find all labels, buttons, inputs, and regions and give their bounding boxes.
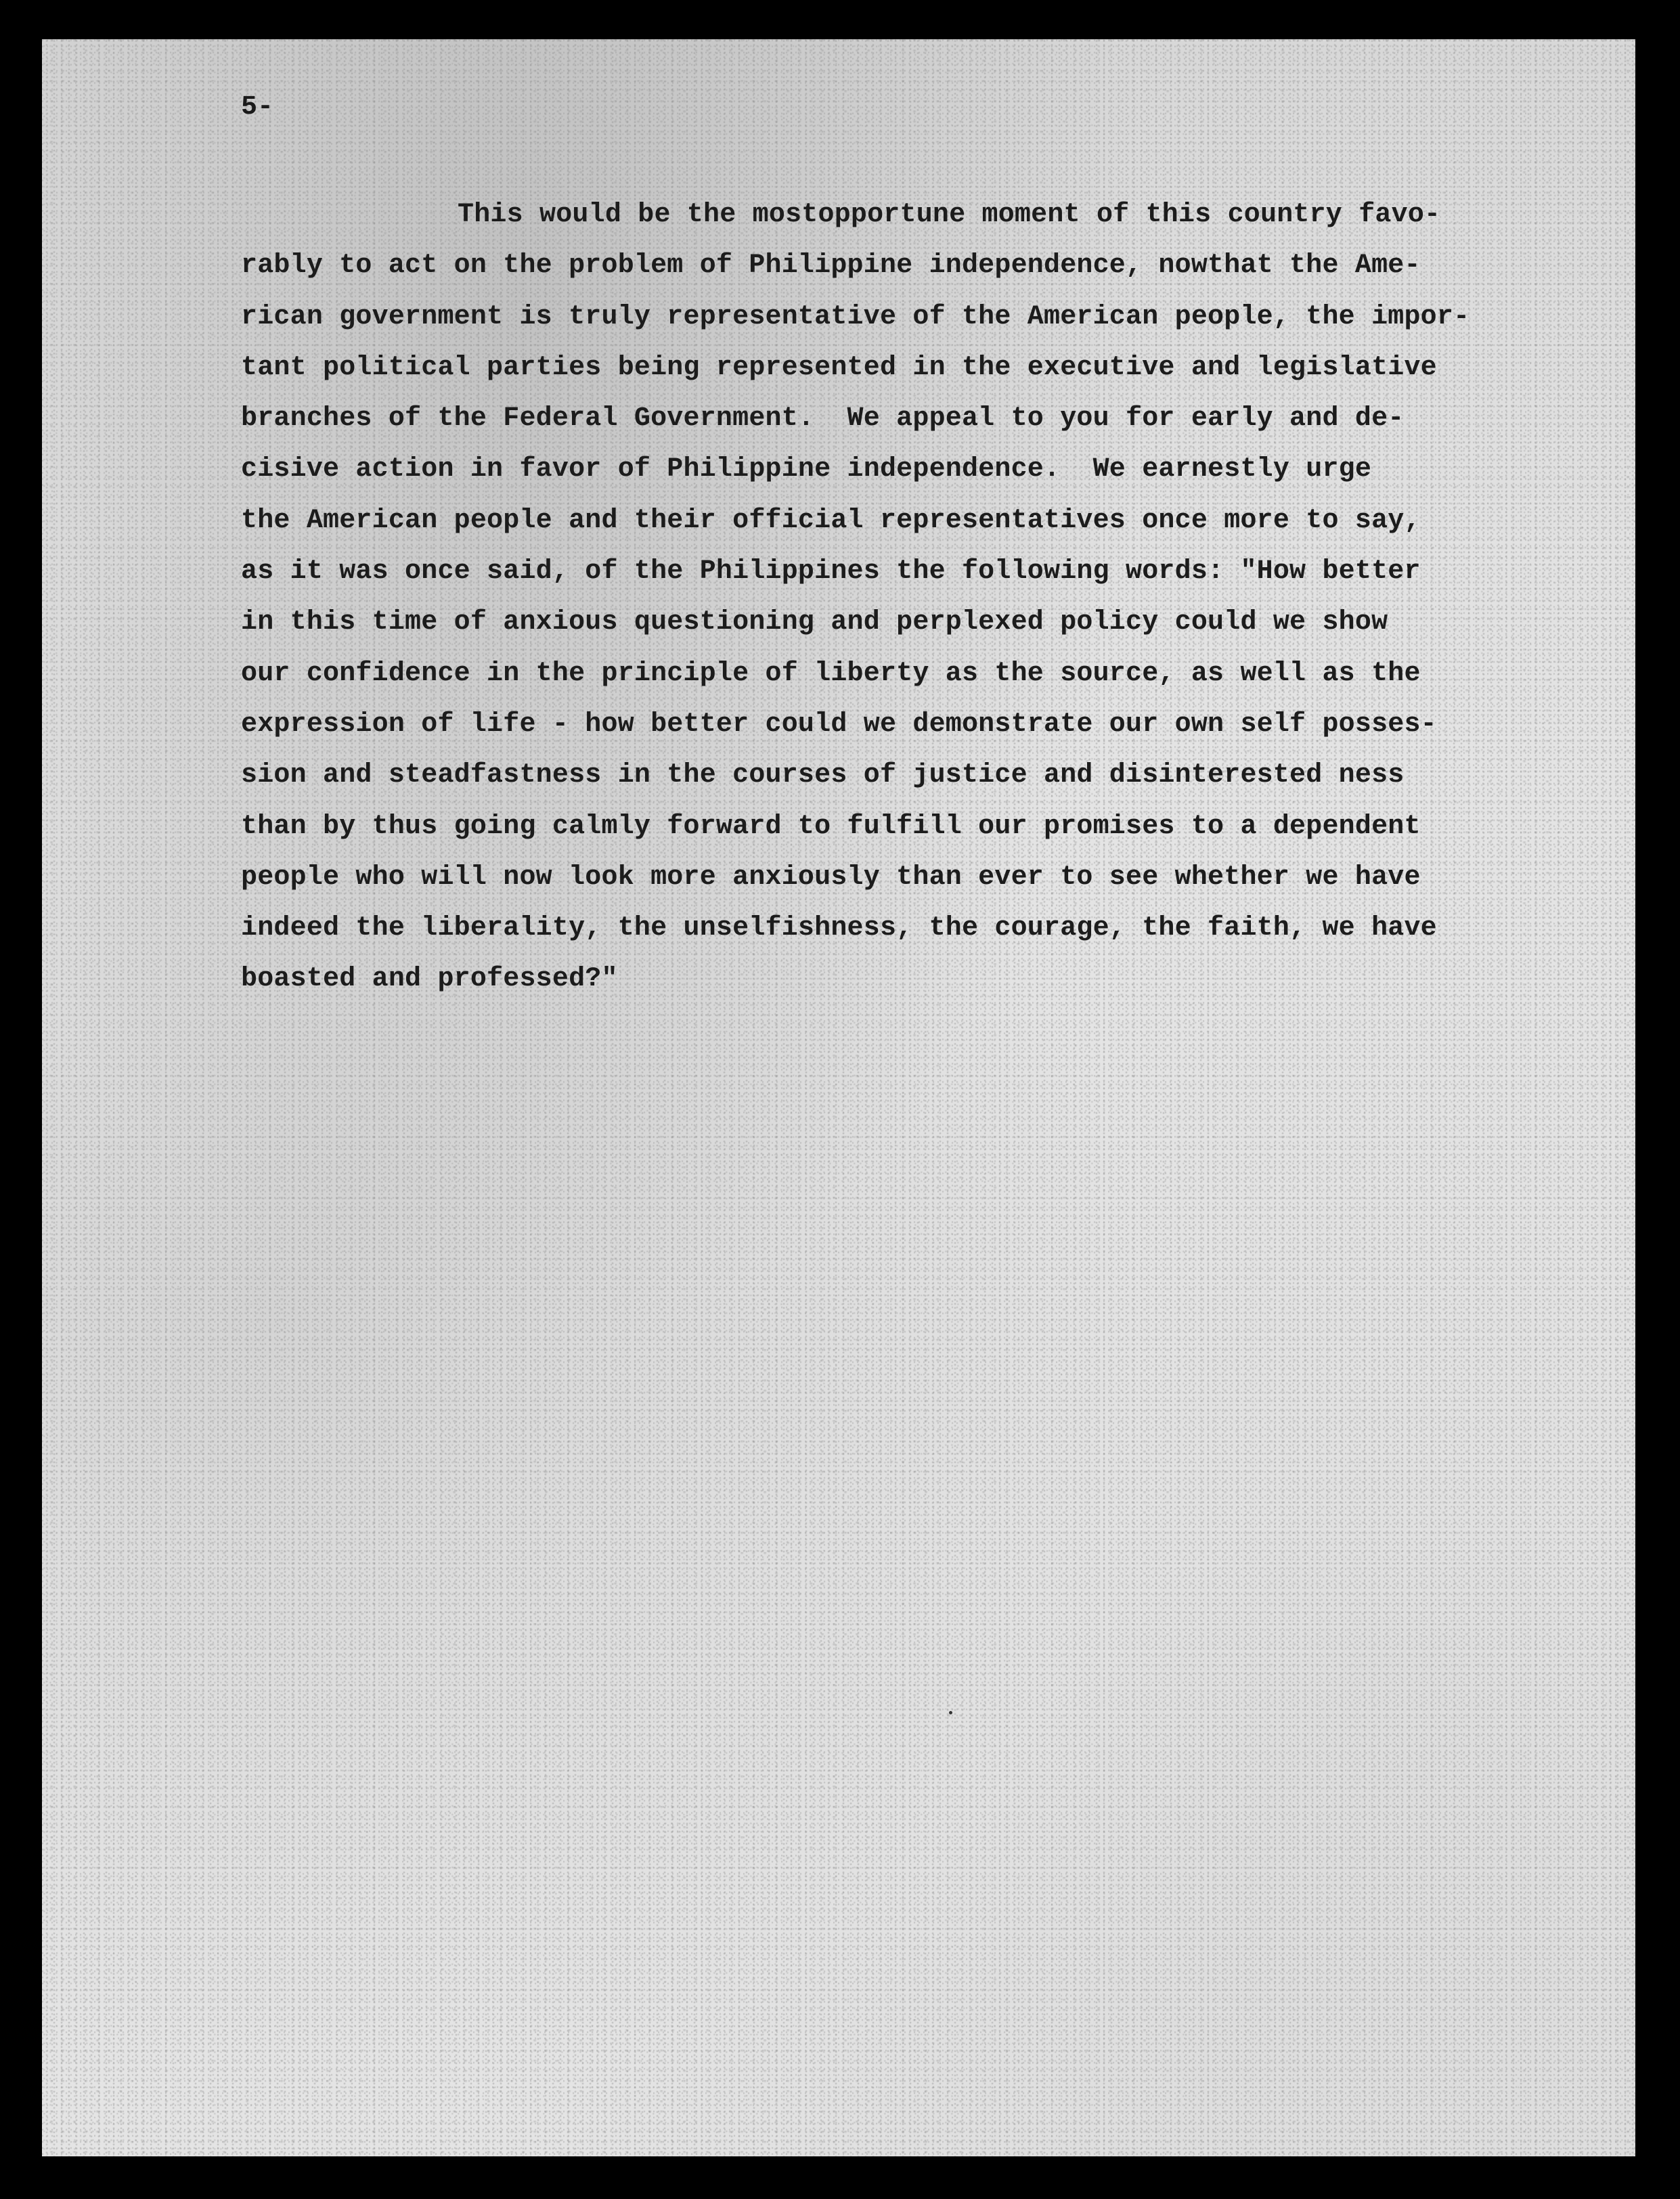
text-line: in this time of anxious questioning and perplexed policy could we show xyxy=(241,607,1388,638)
text-line: This would be the mostopportune moment of this country favo- xyxy=(458,200,1441,230)
text-line: the American people and their official representatives once more to say, xyxy=(241,505,1421,536)
body-paragraph xyxy=(241,190,1568,1005)
ink-speck xyxy=(949,1711,952,1714)
text-line: rican government is truly representative of the American people, the impor- xyxy=(241,301,1470,332)
text-line: expression of life - how better could we demonstrate our own self posses- xyxy=(241,709,1437,740)
text-line: than by thus going calmly forward to fulfill our promises to a dependent xyxy=(241,811,1421,842)
text-line: boasted and professed?" xyxy=(241,964,618,995)
text-line: people who will now look more anxiously than ever to see whether we have xyxy=(241,862,1421,893)
text-line: tant political parties being represented in the executive and legislative xyxy=(241,352,1437,383)
page-number: 5- xyxy=(241,92,274,123)
text-line: branches of the Federal Government. We appeal to you for early and de- xyxy=(241,403,1405,435)
text-line: as it was once said, of the Philippines the following words: "How better xyxy=(241,556,1421,587)
text-line: sion and steadfastness in the courses of justice and disinterested ness xyxy=(241,760,1405,791)
text-line: our confidence in the principle of liberty as the source, as well as the xyxy=(241,658,1421,689)
text-line: indeed the liberality, the unselfishness, the courage, the faith, we have xyxy=(241,913,1437,944)
text-line: rably to act on the problem of Philippine independence, nowthat the Ame- xyxy=(241,250,1421,282)
text-line: cisive action in favor of Philippine independence. We earnestly urge xyxy=(241,454,1372,485)
